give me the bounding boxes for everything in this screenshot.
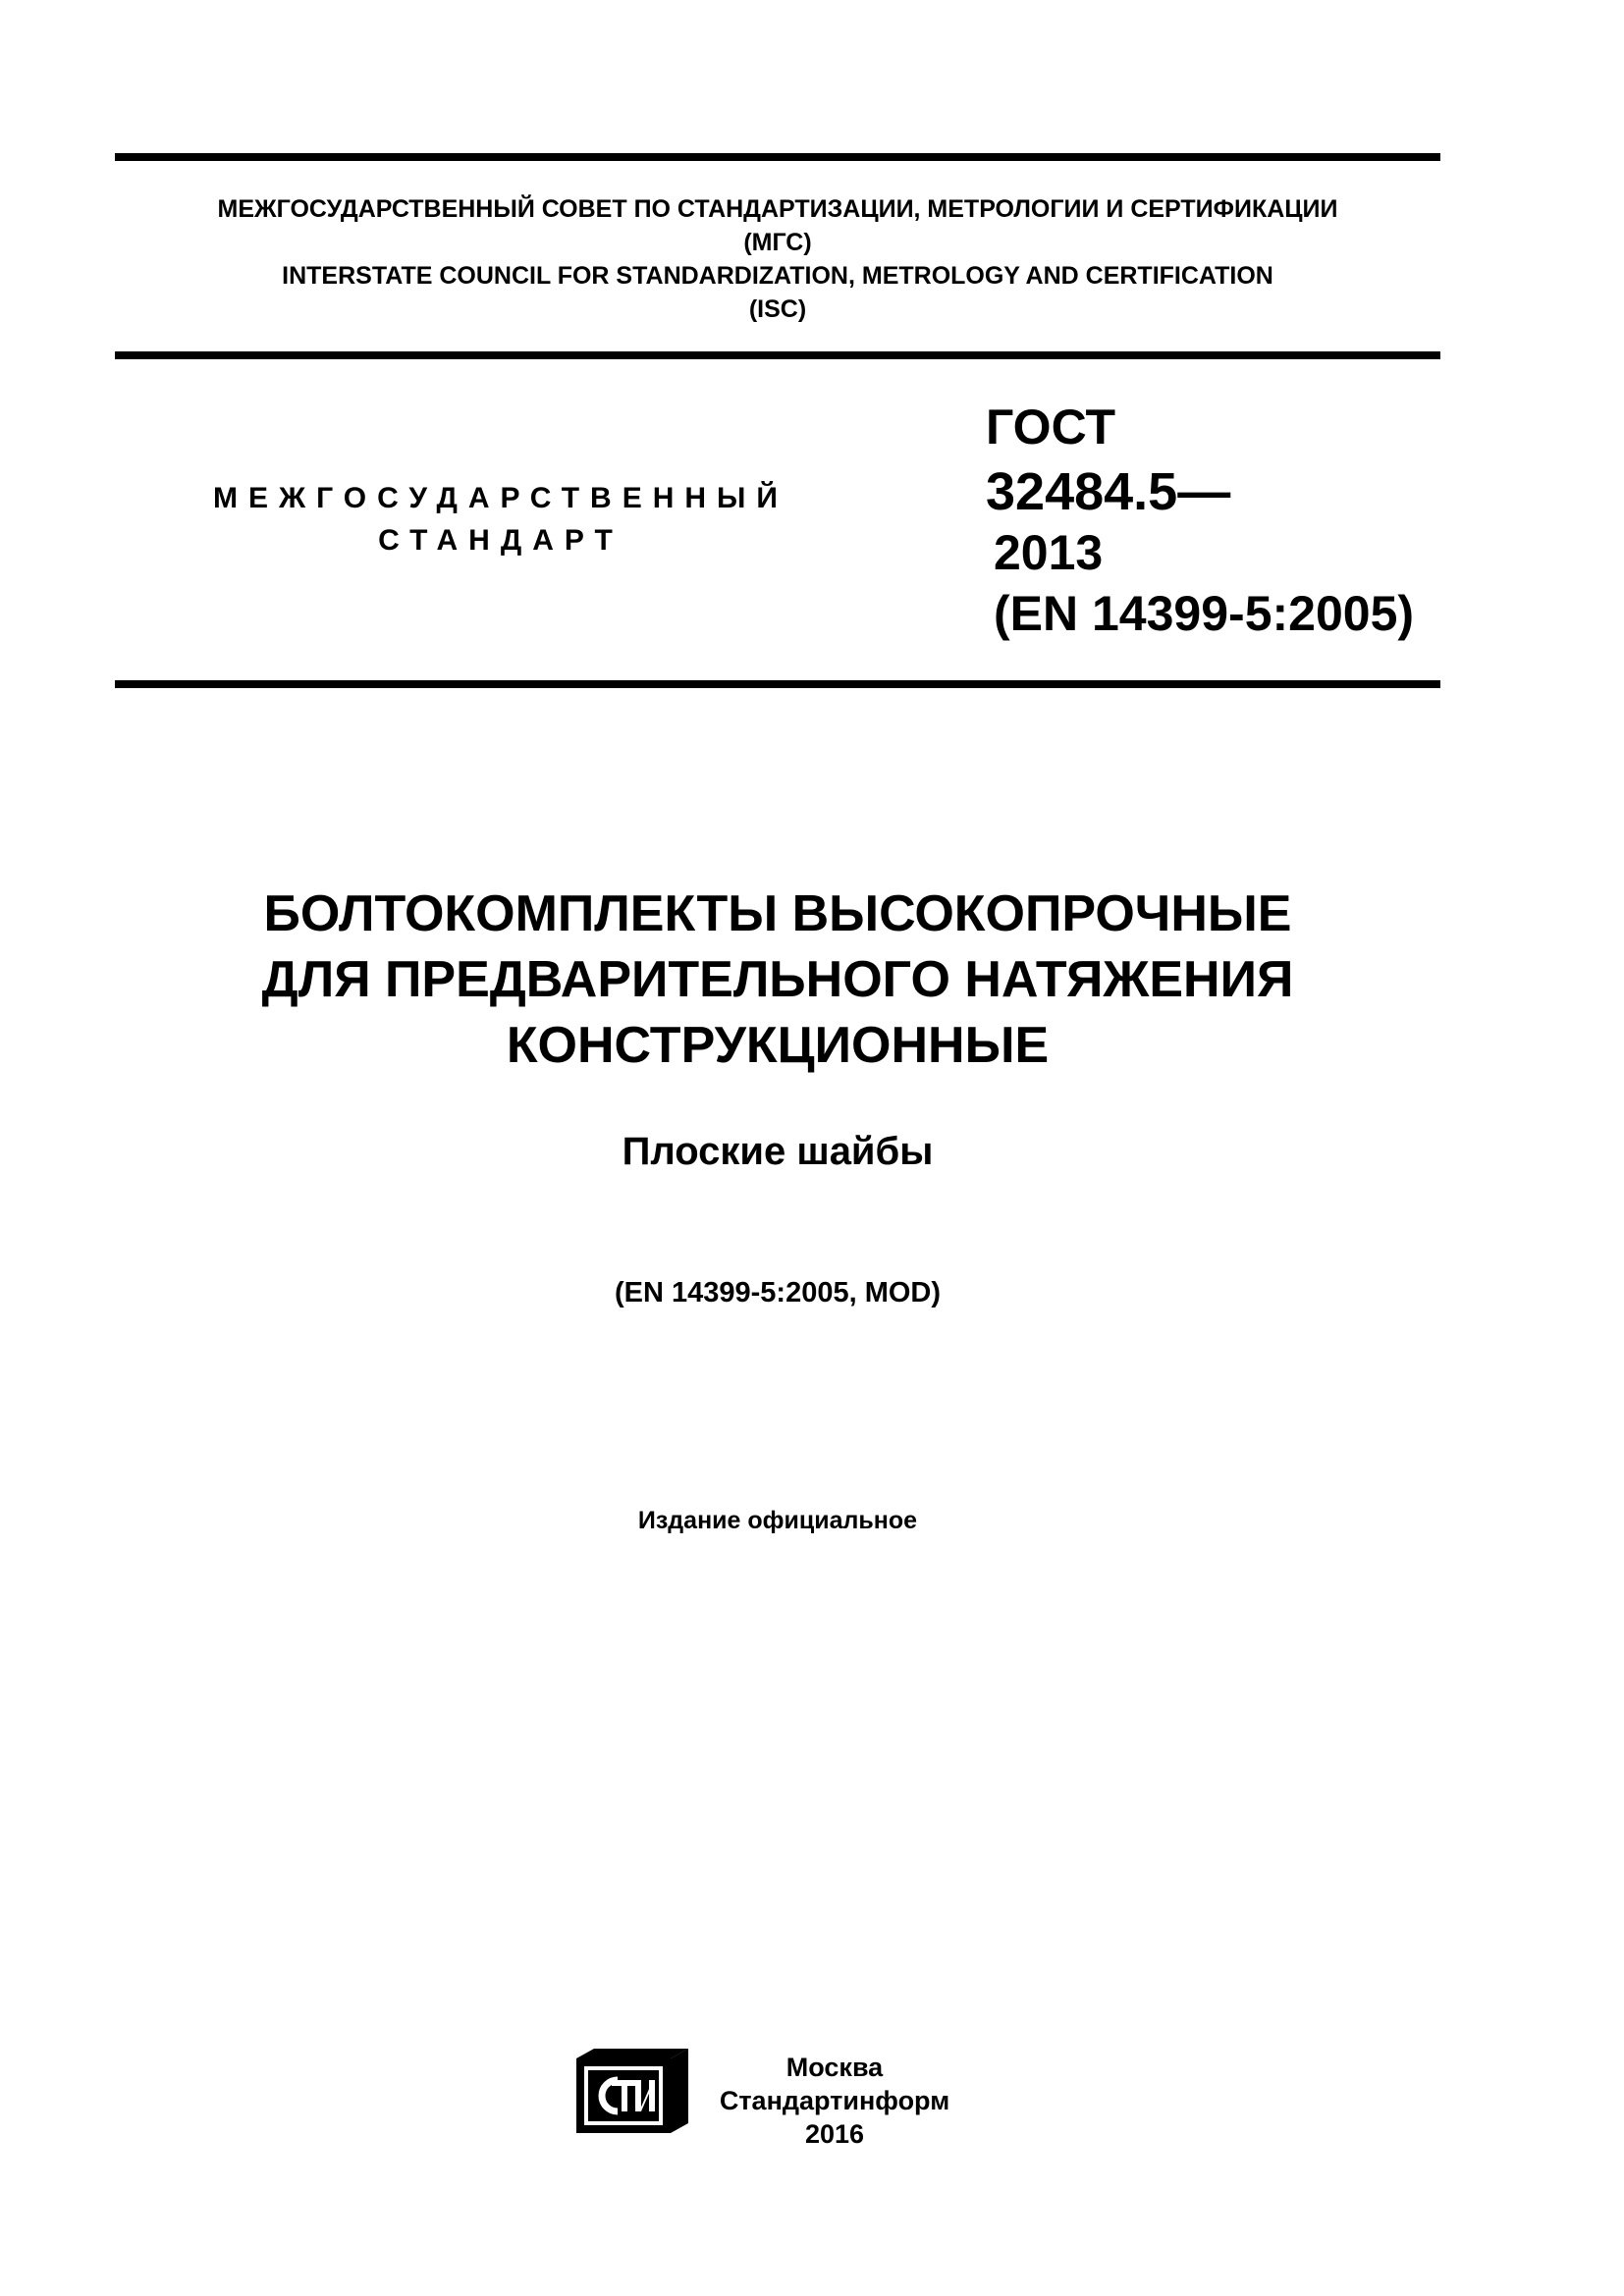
standartinform-logo-icon	[574, 2045, 690, 2135]
title-line2: ДЛЯ ПРЕДВАРИТЕЛЬНОГО НАТЯЖЕНИЯ	[261, 951, 1294, 1008]
title-line1: БОЛТОКОМПЛЕКТЫ ВЫСОКОПРОЧНЫЕ	[263, 885, 1292, 942]
standard-type-line2: СТАНДАРТ	[378, 524, 623, 557]
council-abbr-en: (ISC)	[748, 295, 807, 323]
designation-en-reference: (EN 14399-5:2005)	[994, 586, 1415, 641]
council-name-ru: МЕЖГОСУДАРСТВЕННЫЙ СОВЕТ ПО СТАНДАРТИЗАЦИИ, МЕТРОЛОГИИ И СЕРТИФИКАЦИИ	[217, 195, 1338, 223]
council-header	[115, 192, 1440, 326]
standard-type-line1: МЕЖГОСУДАРСТВЕННЫЙ	[213, 482, 788, 514]
council-name-en: INTERSTATE COUNCIL FOR STANDARDIZATION, METROLOGY AND CERTIFICATION	[282, 262, 1273, 290]
publisher-city: Москва	[785, 2053, 884, 2082]
publisher-name: Стандартинформ	[719, 2086, 950, 2115]
top-rule	[115, 153, 1440, 161]
publisher-info	[687, 2051, 982, 2151]
designation-number: 32484.5—	[986, 462, 1231, 521]
council-abbr-ru: (МГС)	[743, 229, 812, 256]
standard-type	[147, 477, 854, 561]
middle-rule	[115, 351, 1440, 359]
en-modification-reference: (EN 14399-5:2005, MOD)	[614, 1277, 942, 1308]
title-line3: КОНСТРУКЦИОННЫЕ	[506, 1017, 1050, 1074]
document-subtitle: Плоские шайбы	[622, 1130, 934, 1173]
publisher-year: 2016	[804, 2119, 865, 2149]
document-title	[115, 881, 1440, 1079]
designation-year: 2013	[994, 525, 1104, 580]
bottom-rule	[115, 680, 1440, 688]
edition-note: Издание официальное	[637, 1507, 918, 1534]
designation-label: ГОСТ	[986, 400, 1115, 454]
standard-designation	[986, 395, 1437, 646]
